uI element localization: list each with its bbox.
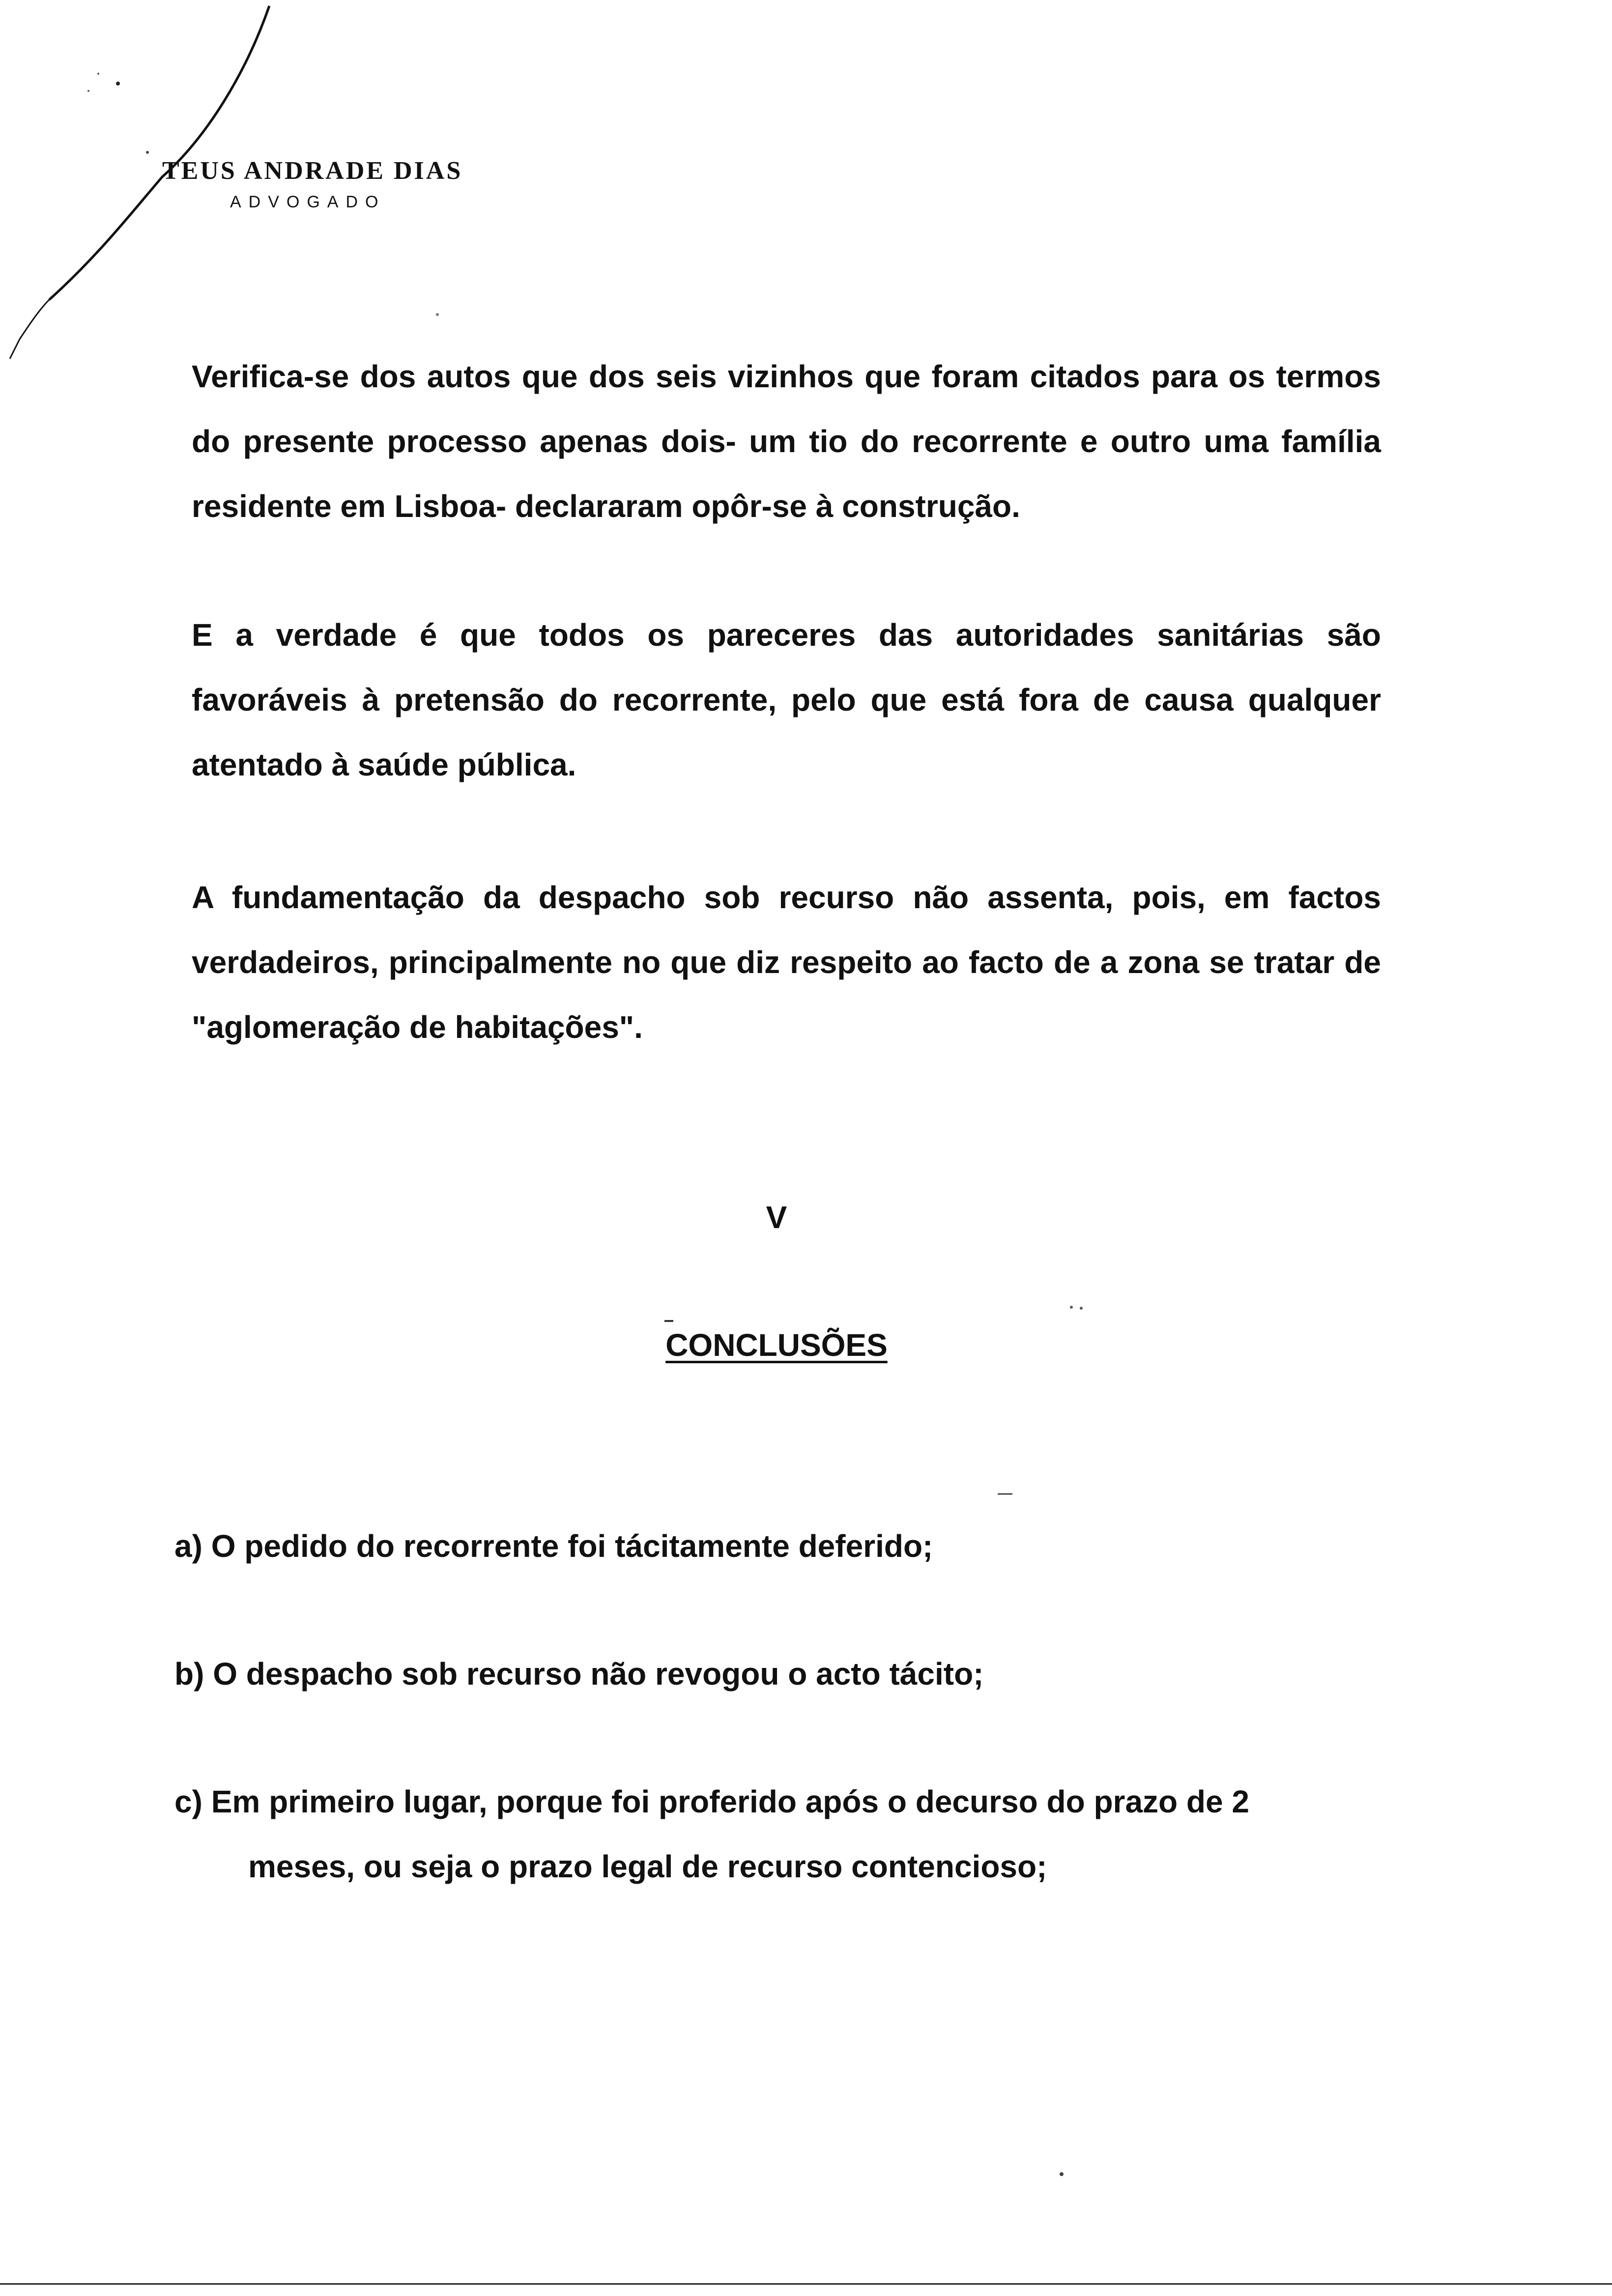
body-paragraph-3: A fundamentação da despacho sob recurso não assenta, pois, em factos verdadeiros, principalmente no que diz respeito ao facto de a zona se tratar de "aglomeração de habitações". xyxy=(192,880,1381,1045)
conclusion-text: Em primeiro lugar, porque foi proferido após o decurso do prazo de 2 xyxy=(211,1784,1249,1819)
conclusion-label: b) xyxy=(174,1656,204,1692)
conclusion-item-b xyxy=(174,1641,1374,1706)
conclusion-label: a) xyxy=(174,1528,202,1564)
letterhead-name: TEUS ANDRADE DIAS xyxy=(162,157,463,185)
conclusion-item-a xyxy=(174,1514,1374,1578)
conclusion-text: O pedido do recorrente foi tácitamente deferido; xyxy=(211,1528,933,1564)
conclusion-text-continuation: meses, ou seja o prazo legal de recurso contencioso; xyxy=(248,1849,1047,1884)
section-heading: CONCLUSÕES xyxy=(665,1327,888,1363)
conclusion-item-c xyxy=(174,1769,1374,1834)
body-paragraph-2: E a verdade é que todos os pareceres das autoridades sanitárias são favoráveis à pretensão do recorrente, pelo que está fora de causa qualquer atentado à saúde pública. xyxy=(192,617,1381,782)
conclusion-label: c) xyxy=(174,1784,202,1819)
conclusion-text: O despacho sob recurso não revogou o acto tácito; xyxy=(213,1656,984,1692)
section-number: V xyxy=(766,1200,787,1235)
body-paragraph-1: Verifica-se dos autos que dos seis vizinhos que foram citados para os termos do presente processo apenas dois- um tio do recorrente e outro uma família residente em Lisboa- declararam opôr-se à construção. xyxy=(192,359,1381,524)
letterhead-title: ADVOGADO xyxy=(230,193,386,211)
bottom-rule xyxy=(0,2283,1612,2285)
